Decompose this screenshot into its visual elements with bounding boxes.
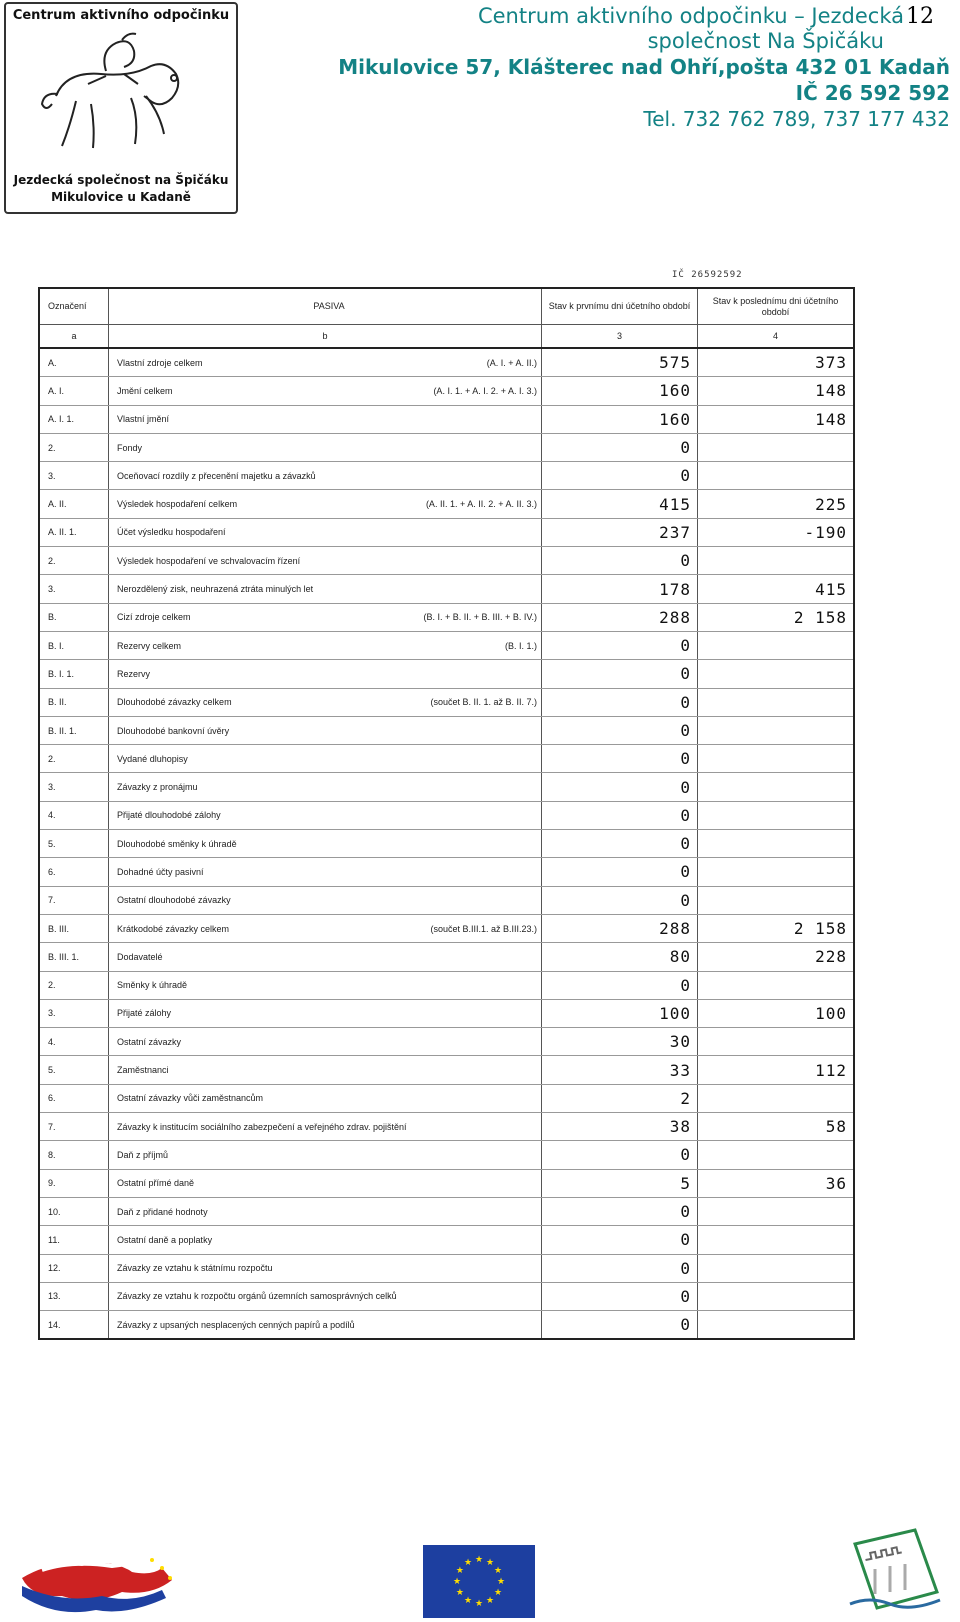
row-name: Výsledek hospodaření celkem: [117, 499, 238, 510]
row-mark: 2.: [39, 547, 109, 575]
row-value-end: [698, 1028, 855, 1056]
logo-bottom-line2: Mikulovice u Kadaně: [51, 190, 191, 204]
czech-map-logo-icon: [12, 1548, 182, 1618]
row-name-cell: [109, 547, 542, 575]
table-row: [39, 631, 854, 659]
row-mark: 14.: [39, 1311, 109, 1340]
row-name-cell: [109, 1226, 542, 1254]
row-mark: B. III. 1.: [39, 943, 109, 971]
row-value-start: 0: [542, 858, 698, 886]
eu-star-icon: ★: [485, 1596, 495, 1607]
row-value-start: 0: [542, 716, 698, 744]
row-value-end: 2 158: [698, 914, 855, 942]
row-value-end: [698, 1084, 855, 1112]
row-mark: 6.: [39, 1084, 109, 1112]
table-row: [39, 1226, 854, 1254]
row-value-end: 373: [698, 348, 855, 377]
row-mark: A. II.: [39, 490, 109, 518]
row-name: Zaměstnanci: [117, 1065, 169, 1076]
row-value-end: [698, 660, 855, 688]
row-mark: 3.: [39, 773, 109, 801]
row-name: Vlastní zdroje celkem: [117, 357, 203, 368]
row-note: (A. I. 1. + A. I. 2. + A. I. 3.): [433, 385, 537, 396]
row-name-cell: [109, 1169, 542, 1197]
row-name-cell: [109, 518, 542, 546]
row-value-start: 80: [542, 943, 698, 971]
column-header-v3: Stav k prvnímu dni účetního období: [542, 288, 698, 325]
row-value-start: 0: [542, 688, 698, 716]
row-name-cell: [109, 971, 542, 999]
table-row: [39, 1141, 854, 1169]
row-mark: A. I.: [39, 377, 109, 405]
eu-star-icon: ★: [496, 1577, 506, 1587]
row-mark: 8.: [39, 1141, 109, 1169]
row-name-cell: [109, 1282, 542, 1310]
row-name-cell: [109, 1113, 542, 1141]
row-note: (součet B. II. 1. až B. II. 7.): [430, 697, 537, 708]
row-value-start: 160: [542, 405, 698, 433]
row-value-start: 0: [542, 745, 698, 773]
table-row: [39, 377, 854, 405]
column-sub-name: b: [109, 325, 542, 349]
row-name-cell: [109, 1084, 542, 1112]
eu-star-icon: ★: [455, 1566, 464, 1576]
row-name: Směnky k úhradě: [117, 980, 188, 991]
row-name: Cizí zdroje celkem: [117, 612, 191, 623]
row-value-start: 5: [542, 1169, 698, 1197]
row-name: Dlouhodobé směnky k úhradě: [117, 838, 237, 849]
row-mark: 11.: [39, 1226, 109, 1254]
row-name-cell: [109, 943, 542, 971]
row-name-cell: [109, 462, 542, 490]
row-mark: B. I.: [39, 631, 109, 659]
table-row: [39, 603, 854, 631]
letterhead-address: Mikulovice 57, Klášterec nad Ohří,pošta 432 01 Kadaň: [338, 55, 950, 79]
table-row: [39, 943, 854, 971]
table-row: [39, 405, 854, 433]
organization-logo: [4, 2, 238, 214]
row-name-cell: [109, 830, 542, 858]
row-name-cell: [109, 858, 542, 886]
row-mark: 6.: [39, 858, 109, 886]
table-row: [39, 745, 854, 773]
row-name-cell: [109, 999, 542, 1027]
row-value-end: [698, 631, 855, 659]
eu-star-icon: ★: [463, 1596, 473, 1607]
row-mark: B.: [39, 603, 109, 631]
row-value-end: [698, 1226, 855, 1254]
castle-logo-icon: [845, 1524, 945, 1614]
row-name: Oceňovací rozdíly z přecenění majetku a závazků: [117, 470, 316, 481]
row-value-start: 0: [542, 1254, 698, 1282]
row-value-end: [698, 1282, 855, 1310]
row-value-end: 148: [698, 377, 855, 405]
row-value-start: 100: [542, 999, 698, 1027]
column-sub-mark: a: [39, 325, 109, 349]
letterhead: [264, 4, 950, 132]
row-value-start: 2: [542, 1084, 698, 1112]
row-name-cell: [109, 914, 542, 942]
row-name: Daň z přidané hodnoty: [117, 1206, 208, 1217]
row-mark: 3.: [39, 999, 109, 1027]
table-row: [39, 773, 854, 801]
row-mark: 2.: [39, 745, 109, 773]
row-value-start: 0: [542, 631, 698, 659]
form-company-id: IČ 26592592: [672, 270, 743, 280]
row-value-end: [698, 1254, 855, 1282]
row-mark: 7.: [39, 886, 109, 914]
row-value-start: 30: [542, 1028, 698, 1056]
row-value-start: 0: [542, 1282, 698, 1310]
row-note: (B. I. 1.): [504, 640, 537, 651]
row-value-start: 237: [542, 518, 698, 546]
table-row: [39, 348, 854, 377]
row-name-cell: [109, 688, 542, 716]
row-name: Ostatní přímé daně: [117, 1178, 195, 1189]
eu-star-icon: ★: [463, 1557, 473, 1568]
row-value-start: 0: [542, 462, 698, 490]
row-name-cell: [109, 348, 542, 377]
row-value-start: 0: [542, 660, 698, 688]
row-value-start: 0: [542, 830, 698, 858]
row-value-start: 415: [542, 490, 698, 518]
row-name-cell: [109, 886, 542, 914]
row-name: Ostatní závazky vůči zaměstnancům: [117, 1093, 264, 1104]
row-name-cell: [109, 801, 542, 829]
row-value-start: 160: [542, 377, 698, 405]
table-row: [39, 830, 854, 858]
row-mark: 3.: [39, 575, 109, 603]
column-header-mark: Označení: [39, 288, 109, 325]
eu-star-icon: ★: [494, 1566, 503, 1576]
row-name: Krátkodobé závazky celkem: [117, 923, 230, 934]
row-name: Vlastní jmění: [117, 414, 170, 425]
row-name: Dohadné účty pasivní: [117, 866, 204, 877]
table-row: [39, 801, 854, 829]
row-name: Přijaté dlouhodobé zálohy: [117, 810, 221, 821]
table-row: [39, 1282, 854, 1310]
row-name: Závazky z pronájmu: [117, 782, 198, 793]
row-name-cell: [109, 660, 542, 688]
row-value-start: 0: [542, 547, 698, 575]
row-mark: 13.: [39, 1282, 109, 1310]
row-name-cell: [109, 745, 542, 773]
row-name-cell: [109, 377, 542, 405]
logo-bottom-line1: Jezdecká společnost na Špičáku: [13, 173, 229, 187]
row-name: Závazky k institucím sociálního zabezpečení a veřejného zdrav. pojištění: [117, 1121, 407, 1132]
table-row: [39, 1028, 854, 1056]
table-row: [39, 660, 854, 688]
row-name-cell: [109, 716, 542, 744]
row-mark: 3.: [39, 462, 109, 490]
row-value-end: 415: [698, 575, 855, 603]
row-value-start: 0: [542, 773, 698, 801]
eu-star-icon: ★: [494, 1588, 503, 1598]
row-mark: 9.: [39, 1169, 109, 1197]
row-mark: 5.: [39, 830, 109, 858]
row-value-end: 36: [698, 1169, 855, 1197]
row-value-end: [698, 971, 855, 999]
eu-flag-icon: [423, 1545, 535, 1618]
row-name: Ostatní dlouhodobé závazky: [117, 895, 231, 906]
row-mark: 12.: [39, 1254, 109, 1282]
row-value-end: 2 158: [698, 603, 855, 631]
eu-star-icon: ★: [452, 1577, 462, 1587]
row-name: Vydané dluhopisy: [117, 753, 188, 764]
row-mark: A.: [39, 348, 109, 377]
row-name-cell: [109, 603, 542, 631]
row-name-cell: [109, 1311, 542, 1340]
row-value-start: 178: [542, 575, 698, 603]
row-value-end: 148: [698, 405, 855, 433]
row-value-end: 112: [698, 1056, 855, 1084]
row-value-end: [698, 688, 855, 716]
table-row: [39, 971, 854, 999]
row-mark: 2.: [39, 971, 109, 999]
row-name-cell: [109, 405, 542, 433]
table-row: [39, 1197, 854, 1225]
row-name: Závazky ze vztahu k rozpočtu orgánů územních samosprávných celků: [117, 1291, 397, 1302]
logo-top-text: Centrum aktivního odpočinku: [12, 8, 230, 23]
row-name-cell: [109, 490, 542, 518]
page-number: 12: [906, 4, 934, 29]
table-row: [39, 858, 854, 886]
row-value-start: 33: [542, 1056, 698, 1084]
table-row: [39, 462, 854, 490]
row-value-start: 0: [542, 801, 698, 829]
table-row: [39, 490, 854, 518]
table-row: [39, 1169, 854, 1197]
row-value-end: [698, 1141, 855, 1169]
row-name: Daň z příjmů: [117, 1149, 169, 1160]
column-header-v4: Stav k poslednímu dni účetního období: [698, 288, 855, 325]
row-mark: B. II. 1.: [39, 716, 109, 744]
table-row: [39, 1311, 854, 1340]
eu-star-icon: ★: [485, 1557, 495, 1568]
liabilities-table: [38, 287, 855, 1340]
row-mark: B. III.: [39, 914, 109, 942]
eu-star-icon: ★: [474, 1599, 484, 1609]
letterhead-line1: Centrum aktivního odpočinku – Jezdecká: [477, 4, 904, 28]
table-row: [39, 1254, 854, 1282]
row-name-cell: [109, 575, 542, 603]
table-row: [39, 1113, 854, 1141]
row-value-start: 575: [542, 348, 698, 377]
row-note: (A. I. + A. II.): [486, 357, 537, 368]
column-sub-v4: 4: [698, 325, 855, 349]
table-row: [39, 914, 854, 942]
row-value-end: [698, 1197, 855, 1225]
table-row: [39, 433, 854, 461]
row-name: Ostatní závazky: [117, 1036, 182, 1047]
row-mark: B. II.: [39, 688, 109, 716]
row-value-start: 0: [542, 886, 698, 914]
row-name: Nerozdělený zisk, neuhrazená ztráta minulých let: [117, 584, 314, 595]
row-mark: 4.: [39, 801, 109, 829]
row-value-end: [698, 1311, 855, 1340]
row-value-start: 288: [542, 914, 698, 942]
row-value-end: [698, 462, 855, 490]
row-mark: 2.: [39, 433, 109, 461]
row-note: (součet B.III.1. až B.III.23.): [430, 923, 537, 934]
row-value-end: [698, 858, 855, 886]
row-value-end: 100: [698, 999, 855, 1027]
row-value-end: [698, 716, 855, 744]
row-note: (B. I. + B. II. + B. III. + B. IV.): [423, 612, 537, 623]
row-value-end: 58: [698, 1113, 855, 1141]
table-row: [39, 886, 854, 914]
row-name-cell: [109, 1056, 542, 1084]
row-value-end: [698, 745, 855, 773]
table-row: [39, 716, 854, 744]
table-row: [39, 518, 854, 546]
row-name: Výsledek hospodaření ve schvalovacím řízení: [117, 555, 301, 566]
row-name: Závazky ze vztahu k státnímu rozpočtu: [117, 1263, 273, 1274]
row-value-end: -190: [698, 518, 855, 546]
row-value-end: [698, 773, 855, 801]
row-value-end: [698, 547, 855, 575]
row-value-start: 288: [542, 603, 698, 631]
row-value-end: [698, 433, 855, 461]
row-note: (A. II. 1. + A. II. 2. + A. II. 3.): [425, 499, 537, 510]
row-value-end: [698, 801, 855, 829]
row-value-end: [698, 830, 855, 858]
row-mark: 7.: [39, 1113, 109, 1141]
row-mark: 4.: [39, 1028, 109, 1056]
row-value-start: 0: [542, 433, 698, 461]
table-row: [39, 1084, 854, 1112]
liabilities-rows: [39, 348, 854, 1339]
row-name: Dlouhodobé závazky celkem: [117, 697, 232, 708]
row-mark: A. II. 1.: [39, 518, 109, 546]
row-name-cell: [109, 631, 542, 659]
letterhead-company-id: IČ 26 592 592: [795, 81, 950, 105]
row-name-cell: [109, 1028, 542, 1056]
row-name-cell: [109, 773, 542, 801]
row-name: Dlouhodobé bankovní úvěry: [117, 725, 230, 736]
letterhead-line2: společnost Na Špičáku: [647, 29, 884, 53]
row-name: Rezervy celkem: [117, 640, 182, 651]
row-value-end: 228: [698, 943, 855, 971]
table-row: [39, 575, 854, 603]
table-row: [39, 1056, 854, 1084]
letterhead-phone: Tel. 732 762 789, 737 177 432: [643, 107, 950, 131]
column-sub-v3: 3: [542, 325, 698, 349]
row-value-start: 0: [542, 1141, 698, 1169]
row-mark: A. I. 1.: [39, 405, 109, 433]
row-mark: B. I. 1.: [39, 660, 109, 688]
row-value-start: 0: [542, 971, 698, 999]
row-name: Jmění celkem: [117, 385, 173, 396]
row-name-cell: [109, 1254, 542, 1282]
row-name: Ostatní daně a poplatky: [117, 1234, 213, 1245]
column-header-name: PASIVA: [109, 288, 542, 325]
row-value-end: 225: [698, 490, 855, 518]
eu-star-icon: ★: [455, 1588, 464, 1598]
row-mark: 10.: [39, 1197, 109, 1225]
row-name: Závazky z upsaných nesplacených cenných papírů a podílů: [117, 1319, 355, 1330]
row-value-start: 0: [542, 1226, 698, 1254]
row-name: Dodavatelé: [117, 951, 163, 962]
row-value-start: 0: [542, 1311, 698, 1340]
row-name-cell: [109, 1141, 542, 1169]
row-name: Rezervy: [117, 668, 151, 679]
row-mark: 5.: [39, 1056, 109, 1084]
row-name-cell: [109, 433, 542, 461]
horse-rider-icon: [36, 26, 206, 176]
row-name: Účet výsledku hospodaření: [117, 527, 226, 538]
row-name: Fondy: [117, 442, 143, 453]
row-value-start: 38: [542, 1113, 698, 1141]
table-row: [39, 688, 854, 716]
table-row: [39, 999, 854, 1027]
row-value-end: [698, 886, 855, 914]
eu-star-icon: ★: [474, 1555, 484, 1565]
row-name: Přijaté zálohy: [117, 1008, 172, 1019]
row-value-start: 0: [542, 1197, 698, 1225]
row-name-cell: [109, 1197, 542, 1225]
table-row: [39, 547, 854, 575]
